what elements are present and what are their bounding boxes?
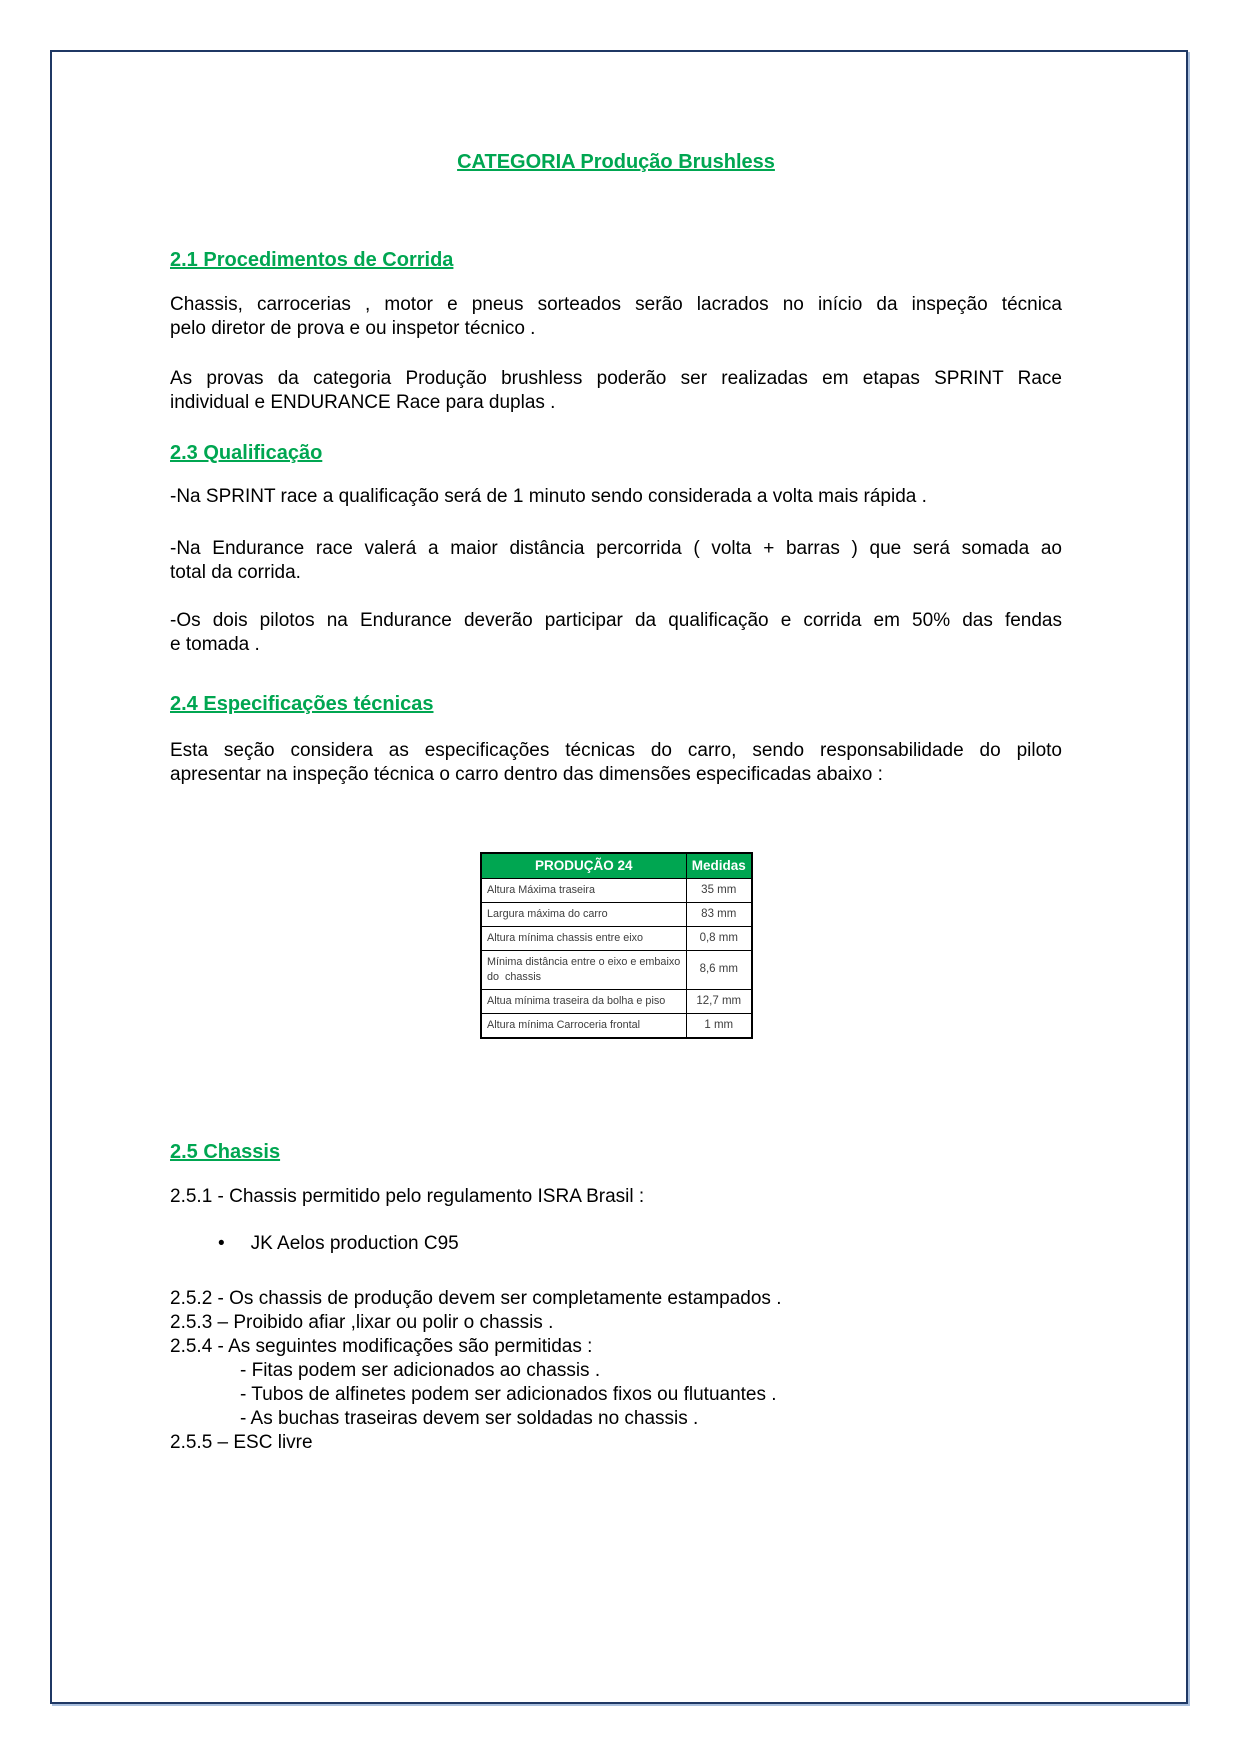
table-cell-value: 1 mm (686, 1013, 752, 1038)
page-border (50, 50, 1188, 1704)
table-cell-value: 83 mm (686, 902, 752, 926)
paragraph-2-1-b (170, 367, 1062, 415)
table-cell-value: 35 mm (686, 878, 752, 902)
paragraph-line: Esta seção considera as especificações técnicas do carro, sendo responsabilidade do piloto (170, 740, 1062, 761)
paragraph-line: e tomada . (170, 634, 260, 655)
document-title: CATEGORIA Produção Brushless (457, 151, 775, 173)
paragraph-line: -Na Endurance race valerá a maior distância percorrida ( volta + barras ) que será somada ao (170, 538, 1062, 559)
table-row (481, 989, 752, 1013)
table-header-medidas: Medidas (686, 853, 752, 878)
heading-2-1: 2.1 Procedimentos de Corrida (170, 249, 454, 271)
paragraph-line: -Na SPRINT race a qualificação será de 1 minuto sendo considerada a volta mais rápida . (170, 486, 927, 507)
paragraph-2-1-a (170, 293, 1062, 341)
paragraph-2-3-b (170, 537, 1062, 585)
paragraph-line: -Os dois pilotos na Endurance deverão participar da qualificação e corrida em 50% das fendas (170, 610, 1062, 631)
item-2-5-3: 2.5.3 – Proibido afiar ,lixar ou polir o chassis . (170, 1311, 554, 1333)
paragraph-line: apresentar na inspeção técnica o carro dentro das dimensões especificadas abaixo : (170, 764, 883, 785)
item-2-5-2: 2.5.2 - Os chassis de produção devem ser completamente estampados . (170, 1287, 782, 1309)
table-header-produção: PRODUÇÃO 24 (481, 853, 686, 878)
table-row (481, 1013, 752, 1038)
item-2-5-5: 2.5.5 – ESC livre (170, 1431, 313, 1453)
sub-item-fitas: - Fitas podem ser adicionados ao chassis . (240, 1359, 601, 1381)
table-cell-value: 0,8 mm (686, 926, 752, 950)
item-2-5-1: 2.5.1 - Chassis permitido pelo regulamento ISRA Brasil : (170, 1185, 645, 1207)
sub-item-buchas: - As buchas traseiras devem ser soldadas no chassis . (240, 1407, 699, 1429)
table-cell-value: 12,7 mm (686, 989, 752, 1013)
list-2-5 (170, 1287, 1062, 1455)
paragraph-line: Chassis, carrocerias , motor e pneus sorteados serão lacrados no início da inspeção técnica (170, 294, 1062, 315)
table-cell-label: Altura mínima chassis entre eixo (481, 926, 686, 950)
table-cell-label: Altura Máxima traseira (481, 878, 686, 902)
table-row (481, 950, 752, 989)
table-cell-label: Altura mínima Carroceria frontal (481, 1013, 686, 1038)
paragraph-2-3-a (170, 485, 1062, 509)
item-2-5-4: 2.5.4 - As seguintes modificações são permitidas : (170, 1335, 593, 1357)
heading-2-5: 2.5 Chassis (170, 1140, 281, 1163)
table-row (481, 926, 752, 950)
table-cell-label: Largura máxima do carro (481, 902, 686, 926)
bullet-list-item (170, 1232, 1062, 1256)
bullet-icon: • (218, 1232, 225, 1254)
heading-2-3: 2.3 Qualificação (170, 442, 323, 464)
table-cell-label: Altua mínima traseira da bolha e piso (481, 989, 686, 1013)
sub-item-tubos: - Tubos de alfinetes podem ser adicionados fixos ou flutuantes . (240, 1383, 777, 1405)
table-row (481, 878, 752, 902)
paragraph-line: As provas da categoria Produção brushless poderão ser realizadas em etapas SPRINT Race (170, 368, 1062, 389)
table-row (481, 902, 752, 926)
table-header-row (481, 853, 752, 878)
spec-table (480, 852, 753, 1039)
table-cell-label: Mínima distância entre o eixo e embaixo do chassis (481, 950, 686, 989)
paragraph-2-4-a (170, 739, 1062, 787)
bullet-item-text: JK Aelos production C95 (250, 1232, 459, 1254)
paragraph-line: individual e ENDURANCE Race para duplas . (170, 392, 556, 413)
paragraph-line: total da corrida. (170, 562, 301, 583)
paragraph-line: pelo diretor de prova e ou inspetor técnico . (170, 318, 536, 339)
document-content (52, 52, 1186, 1455)
table-cell-value: 8,6 mm (686, 950, 752, 989)
paragraph-2-3-c (170, 609, 1062, 657)
heading-2-4: 2.4 Especificações técnicas (170, 693, 434, 715)
